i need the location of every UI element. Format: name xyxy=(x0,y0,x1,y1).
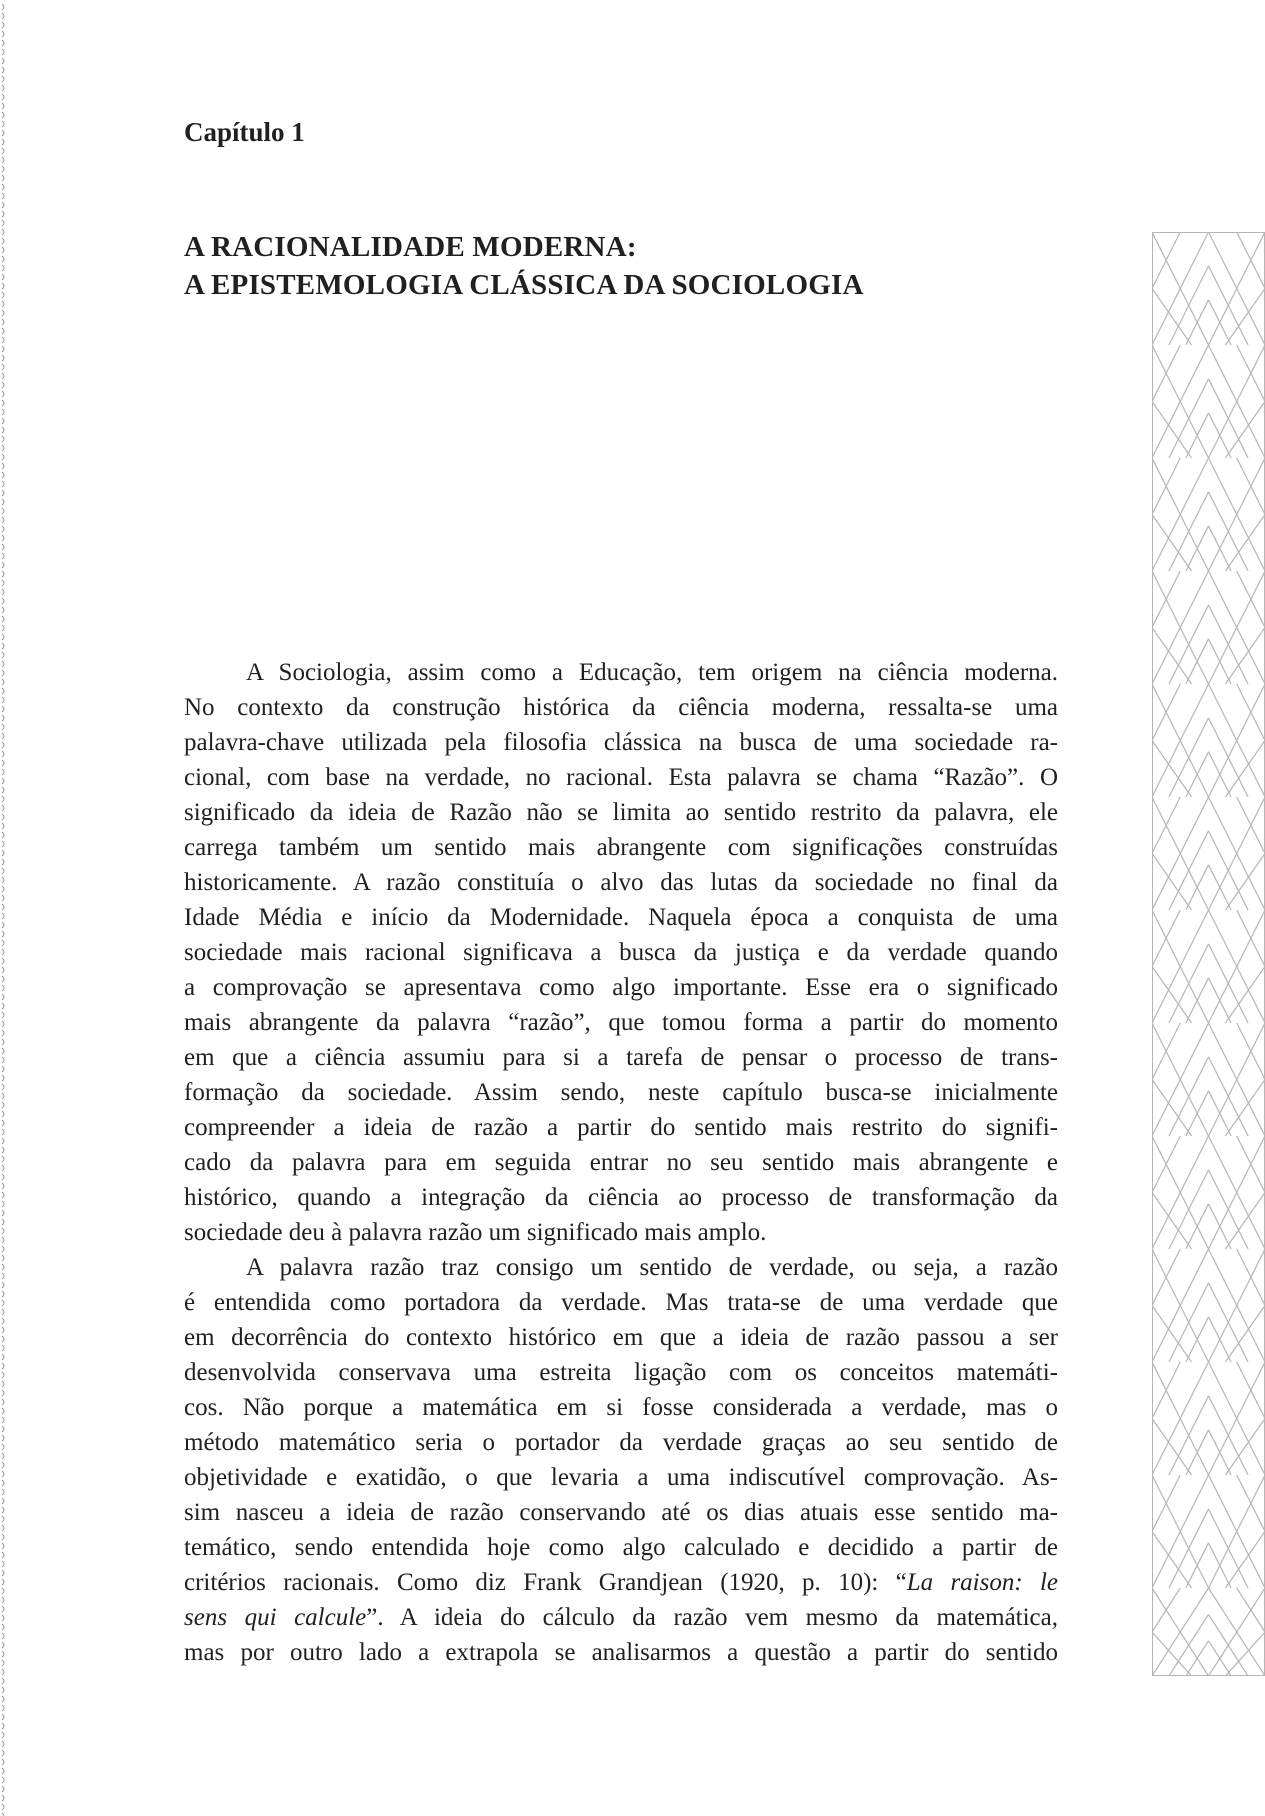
text-line: em que a ciência assumiu para si a tarefa de pensar o processo de trans- xyxy=(184,1044,1058,1071)
chapter-title-line-2: A EPISTEMOLOGIA CLÁSSICA DA SOCIOLOGIA xyxy=(184,269,864,301)
text-line: desenvolvida conservava uma estreita ligação com os conceitos matemáti- xyxy=(184,1359,1058,1386)
text-line: sociedade mais racional significava a busca da justiça e da verdade quando xyxy=(184,939,1058,966)
text-line: a comprovação se apresentava como algo importante. Esse era o significado xyxy=(184,974,1058,1001)
text-line: carrega também um sentido mais abrangente com significações construídas xyxy=(184,834,1058,861)
text-line: Idade Média e início da Modernidade. Naquela época a conquista de uma xyxy=(184,904,1058,931)
text-line: formação da sociedade. Assim sendo, neste capítulo busca-se inicialmente xyxy=(184,1079,1058,1106)
text-line-quote-1 xyxy=(184,1565,1058,1600)
text-line: No contexto da construção histórica da ciência moderna, ressalta-se uma xyxy=(184,694,1058,721)
text-line-quote-2 xyxy=(184,1600,1058,1635)
text-line: sim nasceu a ideia de razão conservando até os dias atuais esse sentido ma- xyxy=(184,1499,1058,1526)
text-line: cado da palavra para em seguida entrar no seu sentido mais abrangente e xyxy=(184,1149,1058,1176)
text-line: palavra-chave utilizada pela filosofia clássica na busca de uma sociedade ra- xyxy=(184,729,1058,756)
text-line: cos. Não porque a matemática em si fosse considerada a verdade, mas o xyxy=(184,1394,1058,1421)
text-line: objetividade e exatidão, o que levaria a uma indiscutível comprovação. As- xyxy=(184,1464,1058,1491)
text-line: método matemático seria o portador da verdade graças ao seu sentido de xyxy=(184,1429,1058,1456)
text-line: mais abrangente da palavra “razão”, que tomou forma a partir do momento xyxy=(184,1009,1058,1036)
chapter-title-line-1: A RACIONALIDADE MODERNA: xyxy=(184,231,637,263)
text-line: temático, sendo entendida hoje como algo calculado e decidido a partir de xyxy=(184,1534,1058,1561)
text-line: cional, com base na verdade, no racional. Esta palavra se chama “Razão”. O xyxy=(184,764,1058,791)
text-line: A Sociologia, assim como a Educação, tem origem na ciência moderna. xyxy=(246,659,1058,686)
quote-italic: La raison: le xyxy=(906,1569,1058,1596)
text-line: sociedade deu à palavra razão um significado mais amplo. xyxy=(184,1219,767,1246)
text-line: A palavra razão traz consigo um sentido de verdade, ou seja, a razão xyxy=(246,1254,1058,1281)
quote-italic: sens qui calcule xyxy=(184,1604,367,1631)
chapter-title xyxy=(184,228,864,304)
decorative-geometric-pattern xyxy=(1152,232,1265,1676)
page-edge-decoration xyxy=(0,0,14,1816)
text-span: critérios racionais. Como diz Frank Grandjean (1920, p. 10): “ xyxy=(184,1569,907,1596)
paragraph-1 xyxy=(184,655,1058,1250)
text-line: significado da ideia de Razão não se limita ao sentido restrito da palavra, ele xyxy=(184,799,1058,826)
body-text xyxy=(184,655,1058,1670)
text-line: compreender a ideia de razão a partir do sentido mais restrito do signifi- xyxy=(184,1114,1058,1141)
text-line: historicamente. A razão constituía o alvo das lutas da sociedade no final da xyxy=(184,869,1058,896)
text-span: ”. A ideia do cálculo da razão vem mesmo da matemática, xyxy=(366,1604,1058,1631)
text-line: é entendida como portadora da verdade. Mas trata-se de uma verdade que xyxy=(184,1289,1058,1316)
paragraph-2 xyxy=(184,1250,1058,1670)
chapter-label: Capítulo 1 xyxy=(184,117,305,147)
text-line: histórico, quando a integração da ciência ao processo de transformação da xyxy=(184,1184,1058,1211)
text-line: mas por outro lado a extrapola se analisarmos a questão a partir do sentido xyxy=(184,1639,1058,1666)
text-line: em decorrência do contexto histórico em que a ideia de razão passou a ser xyxy=(184,1324,1058,1351)
